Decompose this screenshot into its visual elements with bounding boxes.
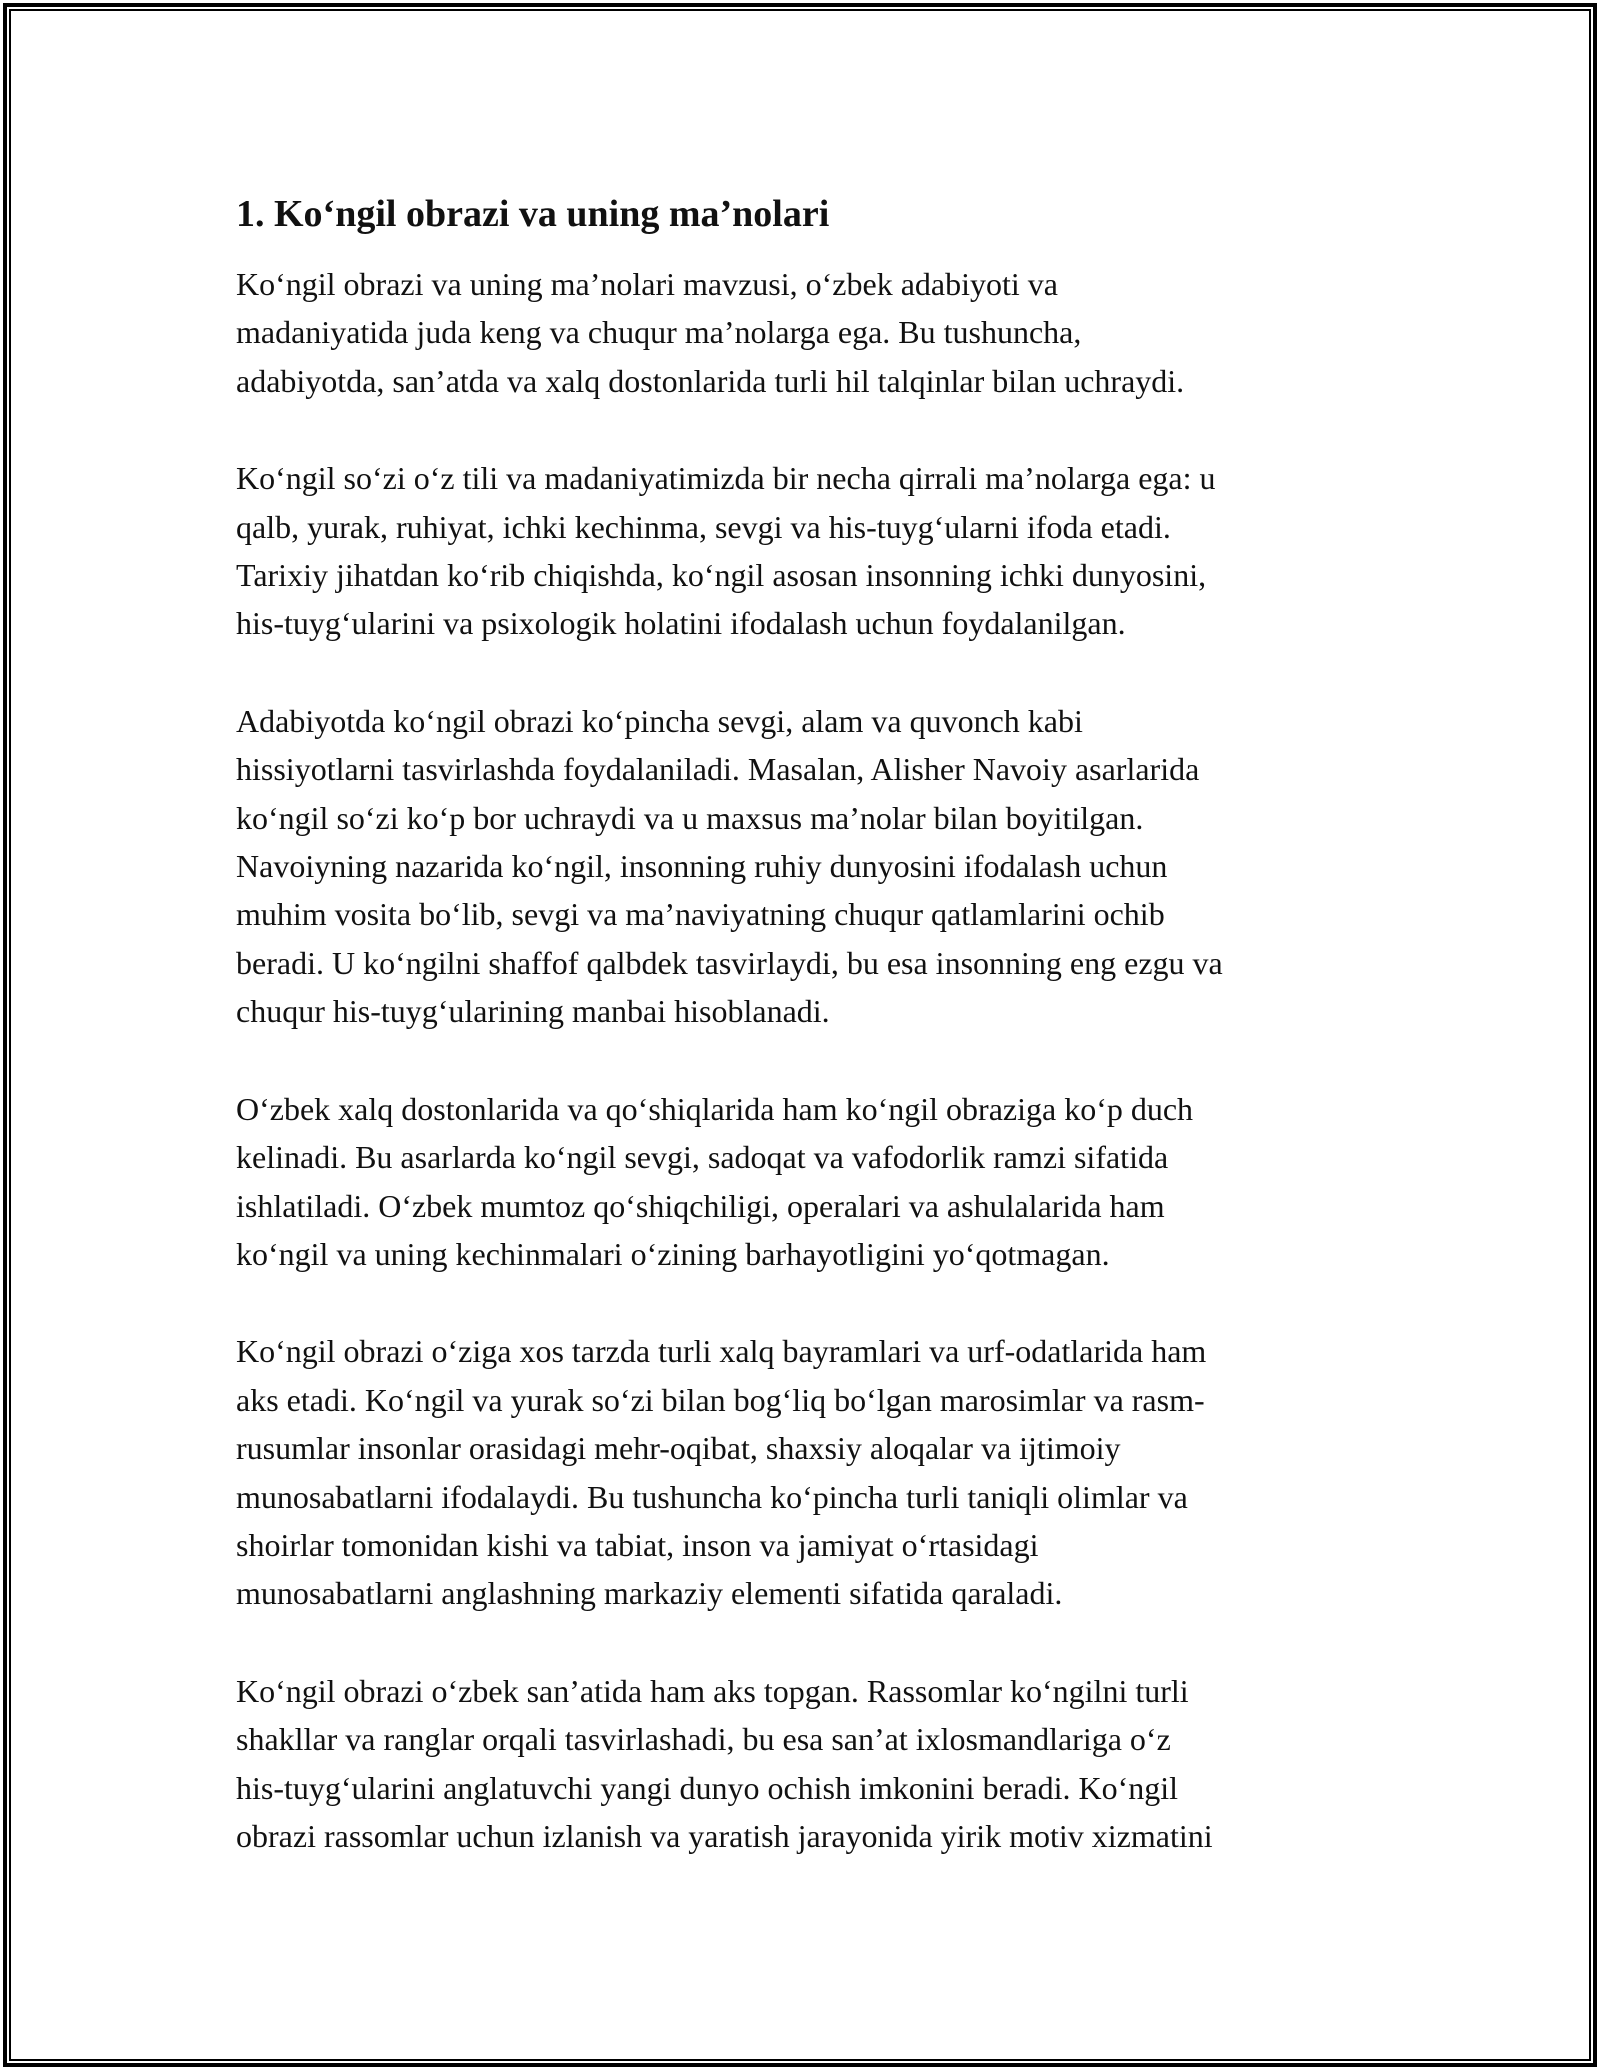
text-line: Ko‘ngil obrazi va uning ma’nolari mavzusi, o‘zbek adabiyoti va [236,266,1058,302]
text-line: shakllar va ranglar orqali tasvirlashadi, bu esa san’at ixlosmandlariga o‘z [236,1721,1171,1758]
text-line: Ko‘ngil obrazi o‘zbek san’atida ham aks topgan. Rassomlar ko‘ngilni turli [236,1672,1189,1709]
text-line: munosabatlarni ifodalaydi. Bu tushuncha ko‘pincha turli taniqli olimlar va [236,1478,1188,1515]
text-line: Navoiyning nazarida ko‘ngil, insonning ruhiy dunyosini ifodalash uchun [236,848,1168,885]
paragraph-3 [236,697,1366,1036]
text-line: Tarixiy jihatdan ko‘rib chiqishda, ko‘ngil asosan insonning ichki dunyosini, [236,557,1207,594]
text-line: his-tuyg‘ularini anglatuvchi yangi dunyo ochish imkonini beradi. Ko‘ngil [236,1769,1179,1806]
text-line: Ko‘ngil obrazi o‘ziga xos tarzda turli xalq bayramlari va urf-odatlarida ham [236,1333,1207,1370]
section-heading: 1. Ko‘ngil obrazi va uning ma’nolari [236,193,830,235]
text-line: muhim vosita bo‘lib, sevgi va ma’naviyatning chuqur qatlamlarini ochib [236,896,1165,933]
text-line: shoirlar tomonidan kishi va tabiat, inson va jamiyat o‘rtasidagi [236,1526,1039,1563]
text-line: rusumlar insonlar orasidagi mehr-oqibat, shaxsiy aloqalar va ijtimoiy [236,1430,1121,1467]
text-line: obrazi rassomlar uchun izlanish va yaratish jarayonida yirik motiv xizmatini [236,1817,1213,1854]
text-line: munosabatlarni anglashning markaziy elementi sifatida qaraladi. [236,1575,1063,1612]
text-line: kelinadi. Bu asarlarda ko‘ngil sevgi, sadoqat va vafodorlik ramzi sifatida [236,1139,1169,1176]
paragraph-5 [236,1327,1366,1617]
text-line: O‘zbek xalq dostonlarida va qo‘shiqlarida ham ko‘ngil obraziga ko‘p duch [236,1090,1194,1127]
paragraph-2 [236,454,1366,648]
text-line: Ko‘ngil so‘zi o‘z tili va madaniyatimizda bir necha qirrali ma’nolarga ega: u [236,460,1216,497]
text-line: ko‘ngil so‘zi ko‘p bor uchraydi va u maxsus ma’nolar bilan boyitilgan. [236,799,1144,836]
document-body [236,188,1366,1909]
text-line: Adabiyotda ko‘ngil obrazi ko‘pincha sevgi, alam va quvonch kabi [236,702,1083,739]
paragraph-4 [236,1085,1366,1279]
text-line: qalb, yurak, ruhiyat, ichki kechinma, sevgi va his-tuyg‘ularni ifoda etadi. [236,508,1171,545]
text-line: chuqur his-tuyg‘ularining manbai hisoblanadi. [236,993,830,1030]
text-line: beradi. U ko‘ngilni shaffof qalbdek tasvirlaydi, bu esa insonning eng ezgu va [236,944,1223,981]
text-line: adabiyotda, san’atda va xalq dostonlarida turli hil talqinlar bilan uchraydi. [236,362,1185,399]
text-line: hissiyotlarni tasvirlashda foydalaniladi. Masalan, Alisher Navoiy asarlarida [236,751,1200,788]
paragraph-1 [236,260,1366,405]
text-line: ko‘ngil va uning kechinmalari o‘zining barhayotligini yo‘qotmagan. [236,1235,1110,1272]
text-line: aks etadi. Ko‘ngil va yurak so‘zi bilan bog‘liq bo‘lgan marosimlar va rasm- [236,1381,1205,1418]
text-line: ishlatiladi. O‘zbek mumtoz qo‘shiqchiligi, operalari va ashulalarida ham [236,1187,1165,1224]
text-line: madaniyatida juda keng va chuqur ma’nolarga ega. Bu tushuncha, [236,314,1082,351]
text-line: his-tuyg‘ularini va psixologik holatini ifodalash uchun foydalanilgan. [236,605,1126,642]
paragraph-6 [236,1667,1366,1861]
